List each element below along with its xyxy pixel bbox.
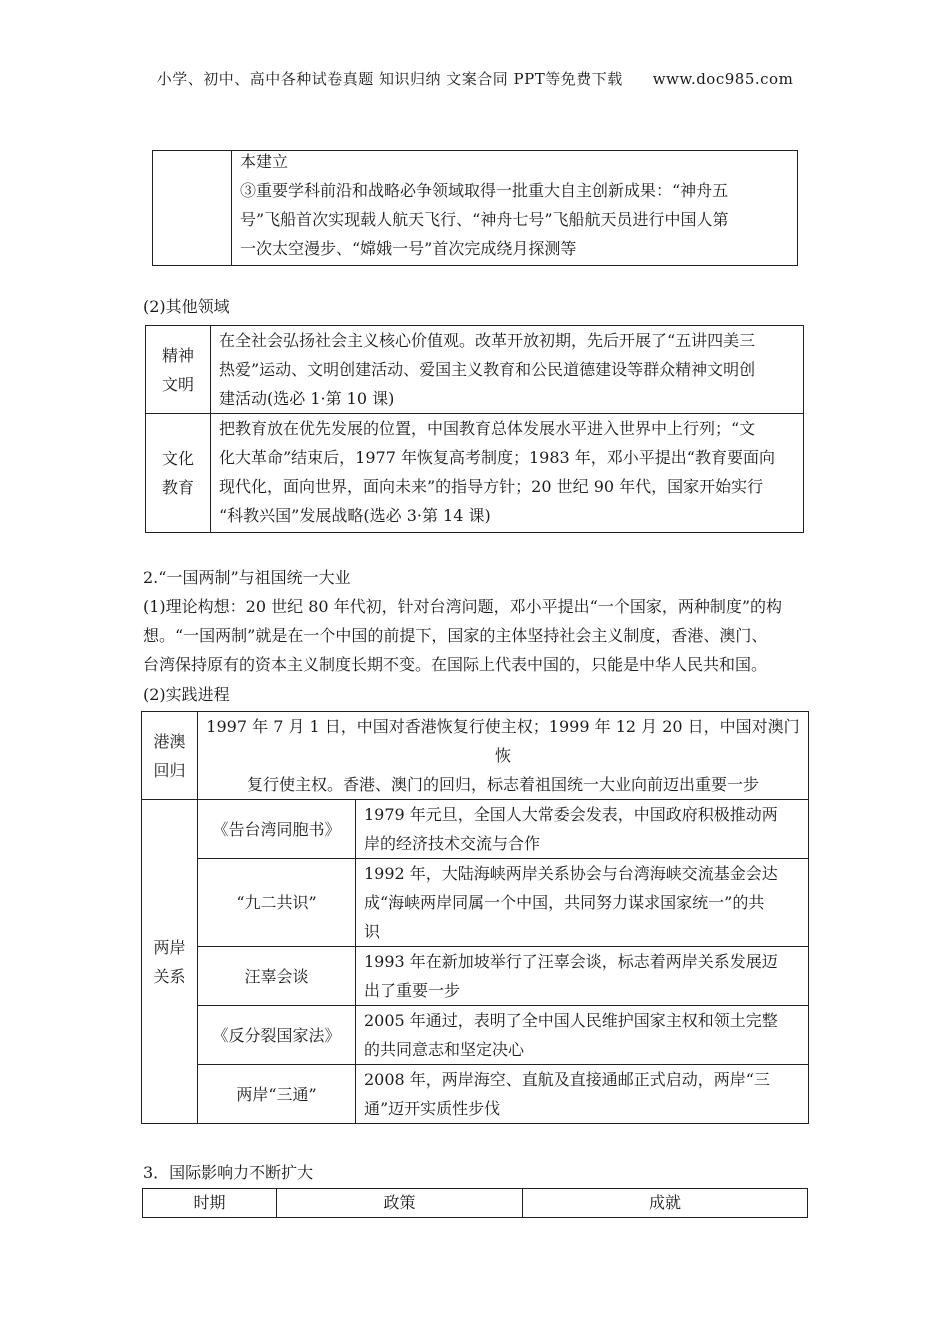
text-line: 号”飞船首次实现载人航天飞行、“神舟七号”飞船航天员进行中国人第: [240, 210, 729, 229]
header-site: www.doc985.com: [652, 70, 794, 88]
text-line: 一次太空漫步、“嫦娥一号”首次完成绕月探测等: [240, 239, 577, 258]
text-line: 建活动(选必 1·第 10 课): [219, 389, 395, 408]
table-international: [142, 1188, 808, 1218]
text-line: 想。“一国两制”就是在一个中国的前提下，国家的主体坚持社会主义制度，香港、澳门、: [143, 626, 768, 645]
table-row: [142, 1006, 809, 1065]
table-row: [142, 712, 809, 800]
section3-title: 3．国际影响力不断扩大: [143, 1163, 314, 1182]
section2-theory: [143, 592, 823, 679]
row-label: [142, 800, 198, 1124]
row-label: [142, 712, 198, 800]
text-line: 本建立: [240, 152, 289, 171]
text-line: 通”迈开实质性步伐: [364, 1099, 501, 1118]
item-content: [356, 800, 809, 859]
item-name: 《反分裂国家法》: [198, 1006, 356, 1065]
text-line: 把教育放在优先发展的位置，中国教育总体发展水平进入世界中上行列；“文: [219, 419, 756, 438]
row-content: [211, 326, 804, 414]
table-continuation-label-cell: [153, 151, 232, 266]
page-header: [0, 68, 950, 89]
text-line: 出了重要一步: [364, 981, 461, 1000]
text-line: 1993 年在新加坡举行了汪辜会谈，标志着两岸关系发展迈: [364, 952, 778, 971]
table-header-row: [143, 1189, 808, 1218]
text-line: (1)理论构想：20 世纪 80 年代初，针对台湾问题，邓小平提出“一个国家，两种制度”的构: [143, 597, 783, 616]
text-line: 1979 年元旦，全国人大常委会发表，中国政府积极推动两: [364, 805, 778, 824]
table-row: [142, 859, 809, 947]
row-label: [146, 414, 211, 533]
table-continuation-content-cell: [232, 151, 798, 266]
item-content: [356, 1065, 809, 1124]
header-text: 小学、初中、高中各种试卷真题 知识归纳 文案合同 PPT等免费下载: [156, 70, 623, 88]
row-label: [146, 326, 211, 414]
label-line: 教育: [161, 478, 194, 497]
text-line: 2005 年通过，表明了全中国人民维护国家主权和领土完整: [364, 1011, 778, 1030]
text-line: 热爱”运动、文明创建活动、爱国主义教育和公民道德建设等群众精神文明创: [219, 360, 756, 379]
item-content: [356, 947, 809, 1006]
text-line: 化大革命”结束后，1977 年恢复高考制度；1983 年，邓小平提出“教育要面向: [219, 448, 775, 467]
column-header: 成就: [523, 1189, 808, 1218]
item-name: 汪辜会谈: [198, 947, 356, 1006]
table-row: [142, 947, 809, 1006]
row-content: [198, 712, 809, 800]
text-line: 复行使主权。香港、澳门的回归，标志着祖国统一大业向前迈出重要一步: [246, 775, 759, 794]
section2-title: 2.“一国两制”与祖国统一大业: [143, 568, 351, 587]
label-line: 两岸: [153, 937, 186, 957]
section-other-fields: (2)其他领域: [143, 297, 230, 316]
text-line: 2008 年，两岸海空、直航及直接通邮正式启动，两岸“三: [364, 1070, 770, 1089]
text-line: “科教兴国”发展战略(选必 3·第 14 课): [219, 506, 491, 525]
text-line: 岸的经济技术交流与合作: [364, 834, 541, 853]
column-header: 政策: [277, 1189, 523, 1218]
item-content: [356, 1006, 809, 1065]
item-content: [356, 859, 809, 947]
text-line: 识: [364, 922, 381, 941]
text-line: 1992 年，大陆海峡两岸关系协会与台湾海峡交流基金会达: [364, 864, 778, 883]
table-practice: [141, 711, 809, 1124]
item-name: 《告台湾同胞书》: [198, 800, 356, 859]
table-other-fields: [145, 325, 804, 533]
label-line: 回归: [153, 760, 186, 780]
table-row: [142, 1065, 809, 1124]
label-line: 文明: [161, 374, 194, 394]
item-name: 两岸“三通”: [198, 1065, 356, 1124]
table-continuation: [152, 150, 798, 266]
label-line: 港澳: [153, 731, 186, 751]
label-line: 文化: [161, 449, 194, 468]
text-line: 台湾保持原有的资本主义制度长期不变。在国际上代表中国的，只能是中华人民共和国。: [143, 655, 768, 674]
text-line: 现代化，面向世界，面向未来”的指导方针；20 世纪 90 年代，国家开始实行: [219, 477, 764, 496]
section2-practice-title: (2)实践进程: [143, 685, 230, 704]
table-row: [146, 414, 804, 533]
text-line: 成“海峡两岸同属一个中国，共同努力谋求国家统一”的共: [364, 893, 765, 912]
text-line: 的共同意志和坚定决心: [364, 1040, 525, 1059]
label-line: 关系: [153, 966, 186, 986]
table-row: [146, 326, 804, 414]
label-line: 精神: [161, 345, 194, 365]
text-line: ③重要学科前沿和战略必争领域取得一批重大自主创新成果：“神舟五: [240, 181, 729, 200]
column-header: 时期: [143, 1189, 277, 1218]
text-line: 1997 年 7 月 1 日，中国对香港恢复行使主权；1999 年 12 月 20 日，中国对澳门恢: [206, 717, 800, 765]
table-row: [142, 800, 809, 859]
item-name: “九二共识”: [198, 859, 356, 947]
row-content: [211, 414, 804, 533]
text-line: 在全社会弘扬社会主义核心价值观。改革开放初期，先后开展了“五讲四美三: [219, 331, 756, 350]
